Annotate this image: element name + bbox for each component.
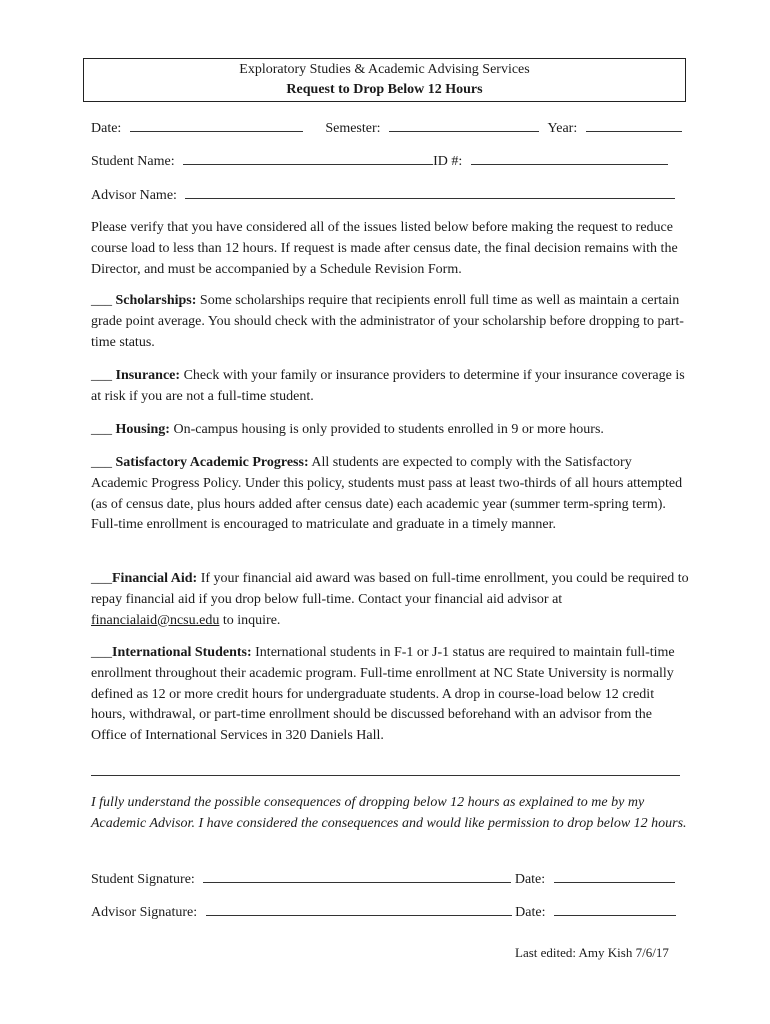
item-text: On-campus housing is only provided to students enrolled in 9 or more hours. (173, 422, 604, 437)
date-semester-year-row (91, 117, 682, 139)
form-title: Request to Drop Below 12 Hours (286, 82, 483, 97)
item-text: Some scholarships require that recipients enroll full time as well as maintain a certain grade point average. You should check with the administrator of your scholarship before dropping to part-time status. (91, 293, 684, 350)
student-signature-row (91, 868, 675, 890)
advisor-name-label: Advisor Name: (91, 188, 177, 203)
last-edited-note: Last edited: Amy Kish 7/6/17 (515, 945, 669, 960)
form-header (83, 58, 686, 102)
student-date-label: Date: (514, 872, 546, 887)
student-signature-label: Student Signature: (91, 872, 195, 887)
checkbox-blank[interactable]: ___ (91, 368, 112, 383)
advisor-date-label: Date: (515, 905, 546, 920)
checklist-item-insurance (91, 366, 691, 408)
checkbox-blank[interactable]: ___ (91, 571, 112, 586)
checkbox-blank[interactable]: ___ (91, 293, 112, 308)
checklist-item-academic-progress (91, 453, 691, 536)
year-label: Year: (547, 121, 578, 136)
advisor-name-field[interactable] (185, 184, 675, 199)
advisor-signature-row (91, 901, 676, 923)
checkbox-blank[interactable]: ___ (91, 455, 112, 470)
advisor-signature-field[interactable] (206, 901, 512, 916)
checkbox-blank[interactable]: ___ (91, 422, 112, 437)
item-text: If your financial aid award was based on full-time enrollment, you could be required to repay financial aid if you drop below full-time. Contact your financial aid advisor at (91, 571, 689, 607)
item-heading: Housing: (115, 422, 170, 437)
office-name: Exploratory Studies & Academic Advising Services (239, 62, 530, 77)
student-name-field[interactable] (183, 150, 433, 165)
item-text: Check with your family or insurance providers to determine if your insurance coverage is at risk if you are not a full-time student. (91, 368, 685, 404)
financial-aid-email-link[interactable]: financialaid@ncsu.edu (91, 612, 220, 628)
id-label: ID #: (433, 154, 463, 169)
item-text-after: to inquire. (222, 612, 281, 628)
item-heading: Financial Aid: (112, 571, 198, 586)
advisor-date-field[interactable] (554, 901, 676, 916)
year-field[interactable] (586, 117, 682, 132)
divider-line (91, 775, 680, 776)
item-heading: Satisfactory Academic Progress: (115, 455, 309, 470)
date-label: Date: (91, 121, 122, 136)
advisor-name-row (91, 184, 675, 206)
item-heading: Scholarships: (115, 293, 197, 308)
id-field[interactable] (471, 150, 668, 165)
checkbox-blank[interactable]: ___ (91, 645, 112, 660)
semester-label: Semester: (325, 121, 381, 136)
student-date-field[interactable] (554, 868, 675, 883)
date-field[interactable] (130, 117, 303, 132)
student-name-label: Student Name: (91, 154, 175, 169)
checklist-item-scholarships (91, 291, 691, 353)
semester-field[interactable] (389, 117, 539, 132)
item-heading: International Students: (112, 645, 252, 660)
acknowledgement-paragraph: I fully understand the possible consequences of dropping below 12 hours as explained to me by my Academic Advisor. I have considered the consequences and would like permission to drop below 12 hours. (91, 795, 687, 831)
student-name-id-row (91, 150, 668, 172)
checklist-item-international (91, 643, 691, 747)
checklist-item-financial-aid (91, 569, 691, 631)
item-text: International students in F-1 or J-1 status are required to maintain full-time enrollment throughout their academic program. Full-time enrollment at NC State University is normally defined as 12 or more credit hours for undergraduate students. A drop in course-load below 12 credit hours, withdrawal, or part-time enrollment should be discussed beforehand with an advisor from the Office of International Services in 320 Daniels Hall. (91, 645, 675, 744)
item-heading: Insurance: (115, 368, 181, 383)
advisor-signature-label: Advisor Signature: (91, 905, 198, 920)
checklist-item-housing (91, 420, 691, 441)
item-text: All students are expected to comply with the Satisfactory Academic Progress Policy. Under this policy, students must pass at least two-thirds of all hours attempted (as of census date, plus hours added after census date) each academic year (summer term-spring term). Full-time enrollment is encouraged to matriculate and graduate in a timely manner. (91, 455, 683, 533)
student-signature-field[interactable] (203, 868, 511, 883)
intro-paragraph: Please verify that you have considered all of the issues listed below before making the request to reduce course load to less than 12 hours. If request is made after census date, the final decision remains with the Director, and must be accompanied by a Schedule Revision Form. (91, 220, 678, 277)
